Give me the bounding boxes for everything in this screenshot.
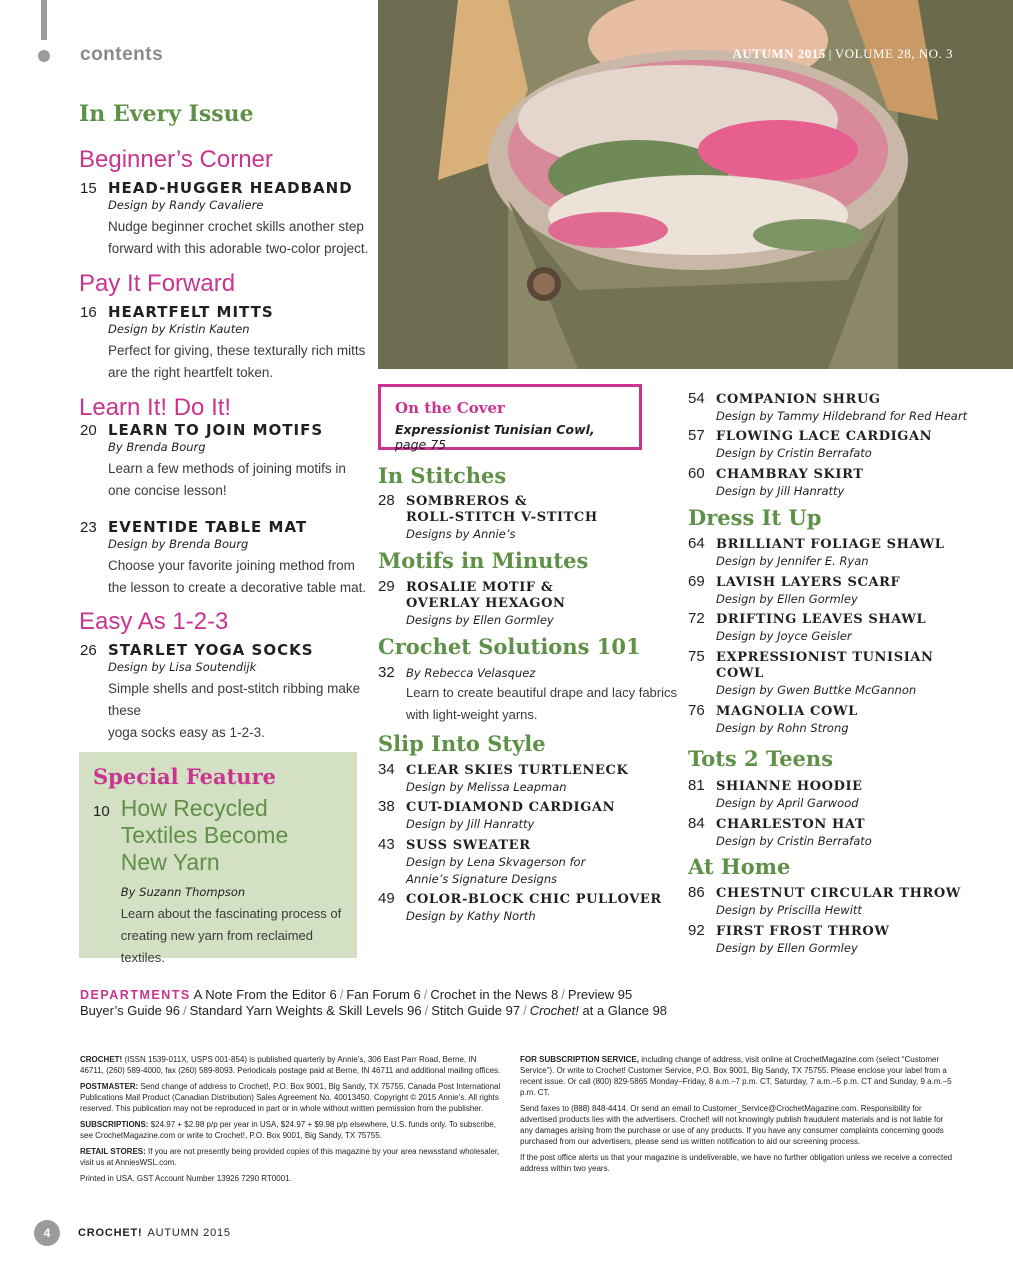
- article-chestnut-throw[interactable]: [688, 884, 988, 919]
- special-title-line: How Recycled: [120, 795, 268, 821]
- article-credit: Design by Kristin Kauten: [108, 322, 250, 336]
- fine-text: Printed in USA. GST Account Number 13926 7290 RT0001.: [80, 1174, 292, 1183]
- article-credit: Design by Ellen Gormley: [716, 592, 858, 606]
- department-item[interactable]: Preview 95: [567, 987, 633, 1002]
- article-credit: Design by Gwen Buttke McGannon: [716, 683, 917, 697]
- article-credit: Design by Jennifer E. Ryan: [716, 554, 869, 568]
- cover-photo: [378, 0, 1013, 369]
- article-title: HEAD-HUGGER HEADBAND: [108, 179, 353, 197]
- fine-print-right: [520, 1054, 955, 1179]
- article-credit: Designs by Annie’s: [406, 527, 516, 541]
- tots-2-teens-heading: Tots 2 Teens: [688, 746, 834, 771]
- on-the-cover-text: [395, 422, 625, 452]
- cover-page: page 75: [395, 437, 447, 452]
- article-credit: Annie’s Signature Designs: [406, 872, 558, 886]
- page-number: 15: [80, 180, 97, 197]
- article-title: STARLET YOGA SOCKS: [108, 641, 314, 659]
- article-clear-skies[interactable]: [378, 761, 678, 796]
- article-credit: Design by Jill Hanratty: [716, 484, 845, 498]
- page-number: 54: [688, 390, 705, 407]
- on-the-cover-heading: On the Cover: [395, 399, 505, 417]
- at-home-heading: At Home: [688, 854, 791, 879]
- article-credit: Design by April Garwood: [716, 796, 859, 810]
- article-learn-to-join-motifs[interactable]: [80, 421, 370, 502]
- special-desc-line: Learn about the fascinating process of: [120, 906, 342, 921]
- page-number: 28: [378, 492, 395, 509]
- page-number: 60: [688, 465, 705, 482]
- article-title: COLOR-BLOCK CHIC PULLOVER: [406, 892, 662, 907]
- article-credit: Design by Joyce Geisler: [716, 629, 852, 643]
- fine-bold: RETAIL STORES:: [80, 1147, 146, 1156]
- page-number: 92: [688, 922, 705, 939]
- article-title: OVERLAY HEXAGON: [406, 596, 566, 611]
- article-title: SUSS SWEATER: [406, 838, 531, 853]
- article-desc-line: Perfect for giving, these texturally rich mitts: [108, 343, 366, 358]
- article-crochet-solutions[interactable]: [378, 664, 678, 726]
- article-cut-diamond[interactable]: [378, 798, 678, 833]
- article-expressionist-cowl[interactable]: [688, 648, 988, 699]
- page-number: 76: [688, 702, 705, 719]
- cover-title: Expressionist Tunisian Cowl,: [395, 422, 595, 437]
- page-number: 69: [688, 573, 705, 590]
- article-brilliant-foliage[interactable]: [688, 535, 988, 570]
- article-title: FIRST FROST THROW: [716, 924, 890, 939]
- article-title: DRIFTING LEAVES SHAWL: [716, 612, 927, 627]
- article-sombreros[interactable]: [378, 492, 658, 543]
- article-eventide-table-mat[interactable]: [80, 518, 370, 599]
- article-title: MAGNOLIA COWL: [716, 704, 858, 719]
- article-desc-line: are the right heartfelt token.: [108, 365, 274, 380]
- article-desc-line: one concise lesson!: [108, 483, 227, 498]
- article-title: FLOWING LACE CARDIGAN: [716, 429, 933, 444]
- article-desc-line: Learn to create beautiful drape and lacy fabrics: [406, 685, 678, 700]
- article-title: ROSALIE MOTIF &: [406, 580, 554, 595]
- page-number: 86: [688, 884, 705, 901]
- fine-bold: FOR SUBSCRIPTION SERVICE,: [520, 1055, 639, 1064]
- article-credit: By Brenda Bourg: [108, 440, 206, 454]
- article-title: ROLL-STITCH V-STITCH: [406, 510, 598, 525]
- article-credit: Design by Lisa Soutendijk: [108, 660, 257, 674]
- article-flowing-lace[interactable]: [688, 427, 988, 462]
- article-chambray-skirt[interactable]: [688, 465, 988, 500]
- page-number: 81: [688, 777, 705, 794]
- article-credit: Design by Ellen Gormley: [716, 941, 858, 955]
- special-desc-line: creating new yarn from reclaimed textiles.: [120, 928, 313, 965]
- footer-magazine: CROCHET!: [78, 1227, 143, 1239]
- article-desc-line: Learn a few methods of joining motifs in: [108, 461, 346, 476]
- motifs-heading: Motifs in Minutes: [378, 548, 589, 573]
- page-footer: [34, 1220, 231, 1246]
- article-title: SHIANNE HOODIE: [716, 779, 863, 794]
- issue-separator: |: [828, 46, 832, 61]
- article-first-frost[interactable]: [688, 922, 988, 957]
- article-suss-sweater[interactable]: [378, 836, 678, 888]
- glance-rest: at a Glance 98: [582, 1003, 668, 1018]
- fine-text: including change of address, visit online at CrochetMagazine.com (select “Customer Service”). Or write to Crochet! Customer Service, P.O. Box 9001, Big Sandy, TX 75755. Please enclose your label from a recent issue. Or call (800) 829-5865 Monday–Friday, 8 a.m.–7 p.m. CT, Saturday, 7 a.m.–5 p.m. CT and Sunday, 9 a.m.–5 p.m. CT.: [520, 1055, 952, 1097]
- article-credit: Design by Brenda Bourg: [108, 537, 249, 551]
- fine-text: If the post office alerts us that your magazine is undeliverable, we have no further obligation unless we receive a corrected address within two years.: [520, 1153, 953, 1173]
- article-lavish-layers[interactable]: [688, 573, 988, 608]
- page-number: 16: [80, 304, 97, 321]
- page-number-badge: 4: [34, 1220, 60, 1246]
- article-title: HEARTFELT MITTS: [108, 303, 274, 321]
- article-title: EVENTIDE TABLE MAT: [108, 518, 308, 536]
- fine-text: $24.97 + $2.98 p/p per year in USA, $24.97 + $9.98 p/p elsewhere, U.S. funds only. To subscribe, see CrochetMagazine.com or write to Crochet!, P.O. Box 9001, Big Sandy, TX 75755.: [80, 1120, 496, 1140]
- special-feature-heading: Special Feature: [93, 764, 276, 789]
- section-beginners-corner: Beginner’s Corner: [79, 146, 273, 173]
- fine-print-left: [80, 1054, 502, 1189]
- article-credit: By Rebecca Velasquez: [406, 666, 536, 680]
- department-item[interactable]: [530, 1003, 667, 1018]
- page-number: 49: [378, 890, 395, 907]
- fine-text: Send faxes to (888) 848-4414. Or send an email to Customer_Service@CrochetMagazine.com. Responsibility for advertised products lies with the advertisers. Crochet! will not knowingly publish fraudulent materials and is not liable for any damages arising from the purchase or use of any products. If you have any consumer complaints concerning goods purchased from our advertisers, please send us written notification to aid our screening process.: [520, 1104, 944, 1146]
- article-title: LAVISH LAYERS SCARF: [716, 575, 901, 590]
- departments: DEPARTMENTS A Note From the Editor 6 / Fan Forum 6 / Crochet in the News 8 / Preview 95 Buyer’s Guide 96 / Standard Yarn Weights & Skill Levels 96 / Stitch Guide 97 / Crochet! at a Glance 98: [80, 987, 668, 1018]
- article-credit: Design by Rohn Strong: [716, 721, 849, 735]
- department-item[interactable]: Standard Yarn Weights & Skill Levels 96: [189, 1003, 422, 1018]
- article-desc-line: forward with this adorable two-color project.: [108, 241, 369, 256]
- fine-text: (ISSN 1539-011X, USPS 001-854) is published quarterly by Annie’s, 306 East Parr Road, Berne, IN 46711, (260) 589-4000, fax (260) 589-8093. Periodicals postage paid at Berne, IN 46711 and additional mailing offices.: [80, 1055, 501, 1075]
- article-credit: Design by Cristin Berrafato: [716, 834, 872, 848]
- article-desc-line: yoga socks easy as 1-2-3.: [108, 725, 265, 740]
- article-magnolia-cowl[interactable]: [688, 702, 988, 737]
- article-credit: Designs by Ellen Gormley: [406, 613, 554, 627]
- contents-label: contents: [80, 44, 164, 65]
- article-heartfelt-mitts[interactable]: [80, 303, 370, 384]
- page-number: 10: [93, 803, 110, 820]
- page-number: 38: [378, 798, 395, 815]
- page-number: 29: [378, 578, 395, 595]
- page-number: 26: [80, 642, 97, 659]
- on-the-cover-box[interactable]: [378, 384, 642, 450]
- article-color-block[interactable]: [378, 890, 678, 925]
- page-number: 75: [688, 648, 705, 665]
- footer-issue: AUTUMN 2015: [147, 1227, 231, 1239]
- article-credit: Design by Kathy North: [406, 909, 536, 923]
- article-title: COMPANION SHRUG: [716, 392, 881, 407]
- issue-volume: VOLUME 28, NO. 3: [834, 46, 953, 61]
- page-number: 20: [80, 422, 97, 439]
- glance-magazine-name: Crochet!: [529, 1003, 579, 1018]
- page-number: 64: [688, 535, 705, 552]
- article-title: CUT-DIAMOND CARDIGAN: [406, 800, 616, 815]
- page-number: 23: [80, 519, 97, 536]
- in-every-issue-heading: In Every Issue: [79, 101, 254, 127]
- article-credit: Design by Tammy Hildebrand for Red Heart: [716, 409, 968, 423]
- article-title: CLEAR SKIES TURTLENECK: [406, 763, 629, 778]
- special-title-line: Textiles Become: [120, 822, 289, 848]
- fine-text: Send change of address to Crochet!, P.O. Box 9001, Big Sandy, TX 75755. Canada Post International Publications Mail Product (Canadian Distribution) Sales Agreement No. 40013450. Copyright © 2015 Annie’s. All rights reserved. This publication may not be reproduced in part or in whole without written permission from the publisher.: [80, 1082, 501, 1113]
- page-number: 32: [378, 664, 395, 681]
- article-shianne-hoodie[interactable]: [688, 777, 988, 812]
- section-pay-it-forward: Pay It Forward: [79, 270, 236, 297]
- issue-season: AUTUMN 2015: [732, 46, 826, 61]
- dress-it-up-heading: Dress It Up: [688, 505, 822, 530]
- article-credit: Design by Cristin Berrafato: [716, 446, 872, 460]
- crochet-solutions-heading: Crochet Solutions 101: [378, 634, 641, 659]
- article-credit: Design by Lena Skvagerson for: [406, 855, 586, 869]
- article-rosalie-motif[interactable]: [378, 578, 658, 629]
- article-title: LEARN TO JOIN MOTIFS: [108, 421, 324, 439]
- article-desc-line: with light-weight yarns.: [406, 707, 538, 722]
- article-head-hugger[interactable]: [80, 179, 370, 260]
- article-credit: Design by Priscilla Hewitt: [716, 903, 862, 917]
- article-starlet-yoga-socks[interactable]: [80, 641, 370, 744]
- special-credit: By Suzann Thompson: [120, 885, 246, 899]
- article-desc-line: Simple shells and post-stitch ribbing make these: [108, 681, 361, 718]
- page-number: 57: [688, 427, 705, 444]
- page-number: 72: [688, 610, 705, 627]
- fine-bold: POSTMASTER:: [80, 1082, 139, 1091]
- article-companion-shrug[interactable]: [688, 390, 988, 425]
- fine-bold: SUBSCRIPTIONS:: [80, 1120, 149, 1129]
- special-feature-box[interactable]: [79, 752, 357, 965]
- article-title: BRILLIANT FOLIAGE SHAWL: [716, 537, 945, 552]
- article-charleston-hat[interactable]: [688, 815, 988, 850]
- article-credit: Design by Randy Cavaliere: [108, 198, 264, 212]
- departments-label: DEPARTMENTS: [80, 988, 191, 1002]
- article-title: CHARLESTON HAT: [716, 817, 866, 832]
- department-item[interactable]: A Note From the Editor 6: [193, 987, 337, 1002]
- article-credit: Design by Melissa Leapman: [406, 780, 567, 794]
- article-title: EXPRESSIONIST TUNISIAN: [716, 650, 934, 665]
- in-stitches-heading: In Stitches: [378, 463, 507, 488]
- department-item[interactable]: Buyer’s Guide 96: [80, 1003, 180, 1018]
- department-item[interactable]: Crochet in the News 8: [430, 987, 559, 1002]
- special-title-line: New Yarn: [120, 849, 220, 875]
- header-dot: [38, 50, 50, 62]
- article-drifting-leaves[interactable]: [688, 610, 988, 645]
- article-desc-line: the lesson to create a decorative table mat.: [108, 580, 367, 595]
- fine-bold: CROCHET!: [80, 1055, 123, 1064]
- slip-into-style-heading: Slip Into Style: [378, 731, 546, 756]
- article-title: CHESTNUT CIRCULAR THROW: [716, 886, 961, 901]
- department-item[interactable]: Fan Forum 6: [346, 987, 421, 1002]
- article-credit: Design by Jill Hanratty: [406, 817, 535, 831]
- issue-label: [733, 46, 954, 62]
- page-number: 34: [378, 761, 395, 778]
- article-title: SOMBREROS &: [406, 494, 528, 509]
- article-desc-line: Choose your favorite joining method from: [108, 558, 355, 573]
- department-item[interactable]: Stitch Guide 97: [431, 1003, 521, 1018]
- header-bar: [41, 0, 47, 40]
- section-easy-as-123: Easy As 1-2-3: [79, 608, 229, 635]
- article-desc-line: Nudge beginner crochet skills another step: [108, 219, 364, 234]
- article-title: CHAMBRAY SKIRT: [716, 467, 864, 482]
- article-title: COWL: [716, 666, 764, 681]
- page-number: 43: [378, 836, 395, 853]
- fine-text: If you are not presently being provided copies of this magazine by your area newsstand wholesaler, visit us at AnniesWSL.com.: [80, 1147, 500, 1167]
- page-number: 84: [688, 815, 705, 832]
- section-learn-it-do-it: Learn It! Do It!: [79, 394, 232, 421]
